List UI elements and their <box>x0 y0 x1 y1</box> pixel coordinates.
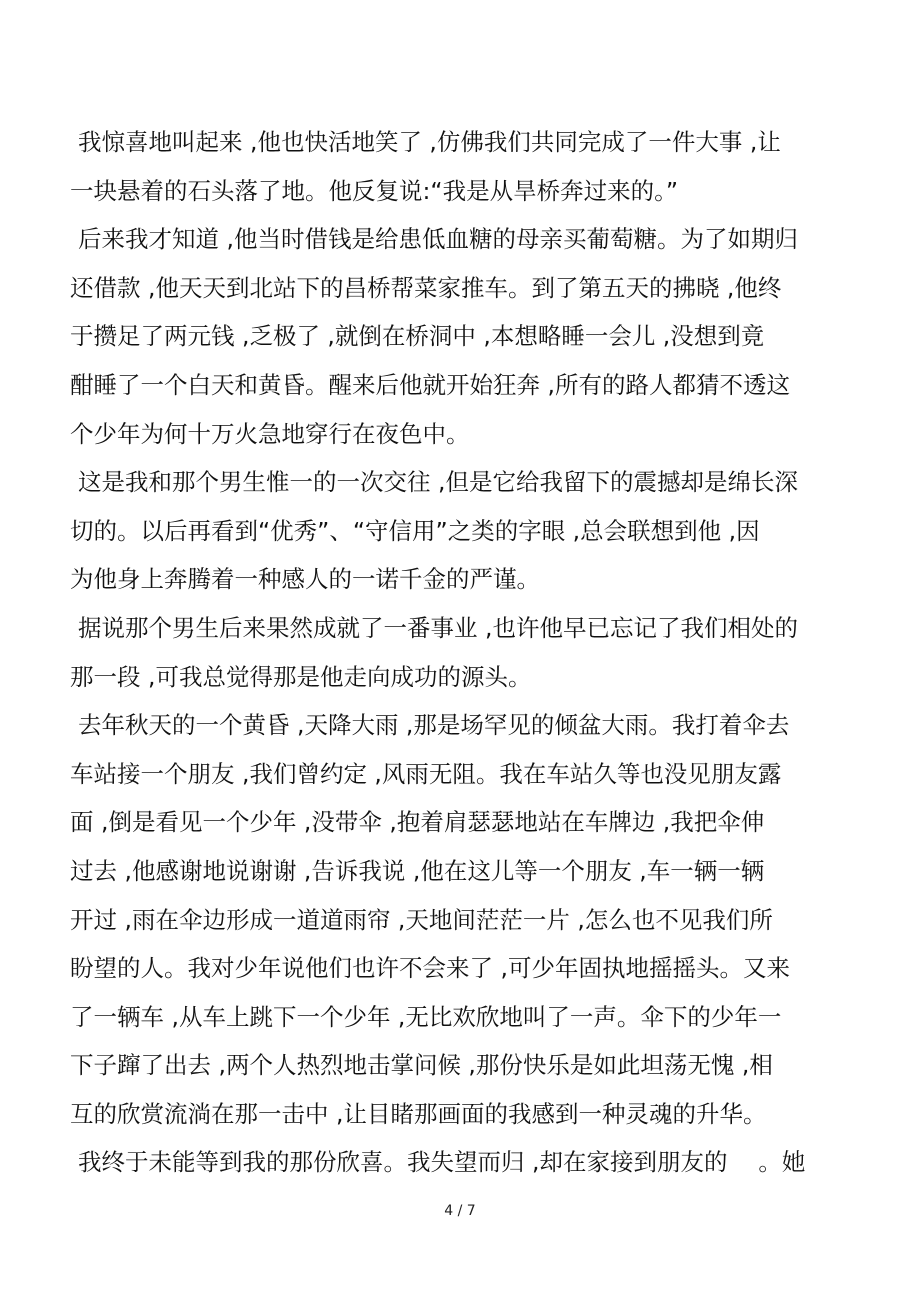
text-line: 我惊喜地叫起来 ,他也快活地笑了 ,仿佛我们共同完成了一件大事 ,让 <box>78 128 781 156</box>
text-line: 个少年为何十万火急地穿行在夜色中。 <box>70 419 470 448</box>
text-line: 开过 ,雨在伞边形成一道道雨帘 ,天地间茫茫一片 ,怎么也不见我们所 <box>70 905 773 934</box>
text-line: 于攒足了两元钱 ,乏极了 ,就倒在桥洞中 ,本想略睡一会儿 ,没想到竟 <box>70 322 765 351</box>
text-line: 盼望的人。我对少年说他们也许不会来了 ,可少年固执地摇摇头。又来 <box>70 954 790 983</box>
text-line: 为他身上奔腾着一种感人的一诺千金的严谨。 <box>70 565 540 594</box>
text-line: 还借款 ,他天天到北站下的昌桥帮菜家推车。到了第五天的拂晓 ,他终 <box>70 273 782 302</box>
text-line: 据说那个男生后来果然成就了一番事业 ,也许他早已忘记了我们相处的 <box>78 613 798 642</box>
text-line: 下子蹿了出去 ,两个人热烈地击掌问候 ,那份快乐是如此坦荡无愧 ,相 <box>70 1051 773 1080</box>
text-line: 切的。以后再看到“优秀”、“守信用”之类的字眼 ,总会联想到他 ,因 <box>70 516 760 545</box>
text-line: 我终于未能等到我的那份欣喜。我失望而归 ,却在家接到朋友的 。她 <box>78 1148 806 1177</box>
text-line: 后来我才知道 ,他当时借钱是给患低血糖的母亲买葡萄糖。为了如期归 <box>78 225 798 254</box>
text-line: 车站接一个朋友 ,我们曾约定 ,风雨无阻。我在车站久等也没见朋友露 <box>70 759 782 788</box>
text-line: 这是我和那个男生惟一的一次交往 ,但是它给我留下的震撼却是绵长深 <box>78 468 798 497</box>
text-line: 那一段 ,可我总觉得那是他走向成功的源头。 <box>70 662 532 691</box>
text-line: 去年秋天的一个黄昏 ,天降大雨 ,那是场罕见的倾盆大雨。我打着伞去 <box>78 711 790 740</box>
text-line: 酣睡了一个白天和黄昏。醒来后他就开始狂奔 ,所有的路人都猜不透这 <box>70 370 790 399</box>
text-line: 一块悬着的石头落了地。他反复说:“我是从旱桥奔过来的。” <box>70 176 679 205</box>
text-line: 了一辆车 ,从车上跳下一个少年 ,无比欢欣地叫了一声。伞下的少年一 <box>70 1002 782 1031</box>
text-line: 过去 ,他感谢地说谢谢 ,告诉我说 ,他在这儿等一个朋友 ,车一辆一辆 <box>70 856 765 885</box>
page-number: 4 / 7 <box>444 1203 476 1219</box>
text-line: 面 ,倒是看见一个少年 ,没带伞 ,抱着肩瑟瑟地站在车牌边 ,我把伞伸 <box>70 808 765 837</box>
body-text <box>70 118 854 1187</box>
text-line: 互的欣赏流淌在那一击中 ,让目睹那画面的我感到一种灵魂的升华。 <box>70 1099 767 1128</box>
